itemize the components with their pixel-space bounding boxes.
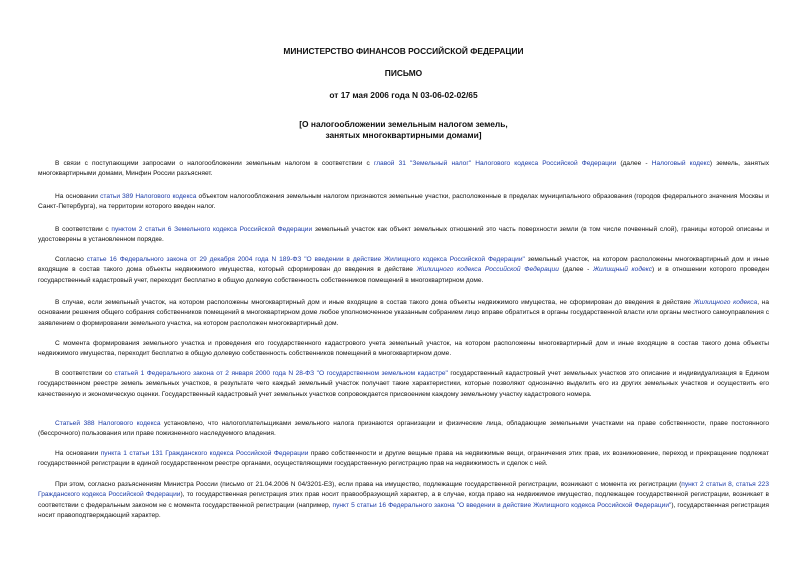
paragraph-text: ) земель, занятых многоквартирными домами, Минфин России разъясняет. [38,160,769,178]
document-type: ПИСЬМО [384,68,423,78]
document-link[interactable]: Жилищного кодекса [693,299,758,306]
paragraph [38,192,769,213]
document-link[interactable]: пункт 5 статьи 16 Федерального закона "О введении в действие Жилищного кодекса Российской Федерации" [332,501,672,509]
paragraph [38,480,769,522]
paragraph-text: ), государственная регистрация носит правоподтверждающий характер. [38,501,769,520]
paragraph-text: право собственности и другие вещные права на недвижимые вещи, ограничения этих прав, их возникновение, переход и прекращение подлежат государственной регистрации в единой государственном реестре органами, осуществляющими государственную регистрацию прав на недвижимость и сделок с ней. [38,450,769,468]
paragraph-text: ), то государственная регистрация этих прав носит правообразующий характер, а в случае, когда право на недвижимое имущество, подлежащее государственной регистрации, возникает в соответствии с федеральным законом не с момента государственной регистрации (например, [38,491,770,509]
paragraph-text: Согласно [55,256,87,263]
paragraph-text: На основании [55,450,101,457]
paragraph-text: В соответствии со [55,370,115,377]
paragraph-text: ) и в отношении которого проведен государственный кадастровый учет, переходит бесплатно в общую долевую собственность собственников помещений в многоквартирном доме. [38,266,769,284]
document-link[interactable]: пункта 1 статьи 131 Гражданского кодекса Российской Федерации [100,450,309,457]
paragraph [38,225,769,246]
document-link[interactable]: главой 31 "Земельный налог" Налогового кодекса Российской Федерации [373,160,617,167]
paragraph [38,255,769,286]
document-link[interactable]: статьи 389 Налогового кодекса [100,193,197,200]
paragraph [38,369,769,400]
paragraph-text: С момента формирования земельного участка и проведения его государственного кадастрового учета земельный участок, на котором расположены многоквартирный дом и иные входящие в состав такого дома объекты недвижимого имущества, переходит бесплатно в общую долевую собственность собственников помещений в многоквартирном доме. [38,340,769,358]
paragraph-text: государственный кадастровый учет земельных участков это описание и индивидуализация в Едином государственном реестре земель земельных участков, в результате чего каждый земельный участок получает такие характеристики, которые позволяют однозначно выделить его из других земельных участков и осуществить его качественную и экономическую оценки. Государственный кадастровый учет земельных участков сопровождается присвоением каждому земельному участку кадастрового номера. [38,370,769,398]
document-link[interactable]: Статьей 388 Налогового кодекса [55,420,161,427]
document-title-line-2: занятых многоквартирными домами] [325,130,482,140]
paragraph [38,419,769,440]
paragraph-text: (далее - [558,266,594,274]
paragraph [38,298,769,329]
document-link[interactable]: пункт 2 статьи 8, статья 223 Гражданского кодекса Российской Федерации [38,481,769,499]
document-link[interactable]: статьей 1 Федерального закона от 2 января 2000 года N 28-ФЗ "О государственном земельном кадастре" [114,370,448,377]
document-link[interactable]: статье 16 Федерального закона от 29 декабря 2004 года N 189-ФЗ "О введении в действие Жилищного кодекса Российской Федерации" [86,256,525,263]
document-link[interactable]: пунктом 2 статьи 6 Земельного кодекса Российской Федерации [111,226,313,233]
paragraph-text: В случае, если земельный участок, на котором расположены многоквартирный дом и иные входящие в состав такого дома объекты недвижимого имущества, не сформирован до введения в действие [55,299,694,306]
paragraph-text: земельный участок как объект земельных отношений это часть поверхности земли (в том числе почвенный слой), границы которой описаны и удостоверены в установленном порядке. [38,226,769,244]
document-link[interactable]: Жилищный кодекс [593,266,652,274]
paragraph-text: объектом налогообложения земельным налогом признаются земельные участки, расположенные в пределах муниципального образования (городов федерального значения Москвы и Санкт-Петербурга), на территории которого введен налог. [38,193,769,211]
paragraph-text: земельный участок, на котором расположены многоквартирный дом и иные входящие в состав такого дома объекты недвижимого имущества, который сформирован до введения в действие [38,256,769,274]
document-title-line-1: [О налогообложении земельным налогом земель, [299,119,508,129]
paragraph [38,159,769,180]
paragraph-text: В связи с поступающими запросами о налогообложении земельным налогом в соответствии с [55,160,374,167]
ministry-heading: МИНИСТЕРСТВО ФИНАНСОВ РОССИЙСКОЙ ФЕДЕРАЦИИ [283,46,524,56]
document-link[interactable]: Налоговый кодекс [651,160,710,167]
paragraph-text: (далее - [616,160,652,167]
paragraph [38,339,769,360]
paragraph-text: При этом, согласно разъяснениям Министра России (письмо от 21.04.2006 N 04/3201-ЕЗ), если права на имущество, подлежащие государственной регистрации, возникают с момента их регистрации ( [55,481,682,488]
paragraph-text: На основании [55,193,101,200]
document-date-number: от 17 мая 2006 года N 03-06-02-02/65 [329,90,478,100]
paragraph [38,449,769,470]
paragraph-text: В соответствии с [55,226,112,233]
document-link[interactable]: Жилищного кодекса Российской Федерации [416,266,559,274]
paragraph-text: установлено, что налогоплательщиками земельного налога признаются организации и физические лица, обладающие земельными участками на праве собственности, праве постоянного (бессрочного) пользования или праве пожизненного наследуемого владения. [38,420,769,438]
paragraph-text: , на основании решения общего собрания собственников помещений в многоквартирном доме любое уполномоченное указанным собранием лицо вправе обратиться в органы государственной власти или органы местного самоуправления с заявлением о формировании земельного участка, на котором расположен многоквартирный дом. [38,299,769,327]
